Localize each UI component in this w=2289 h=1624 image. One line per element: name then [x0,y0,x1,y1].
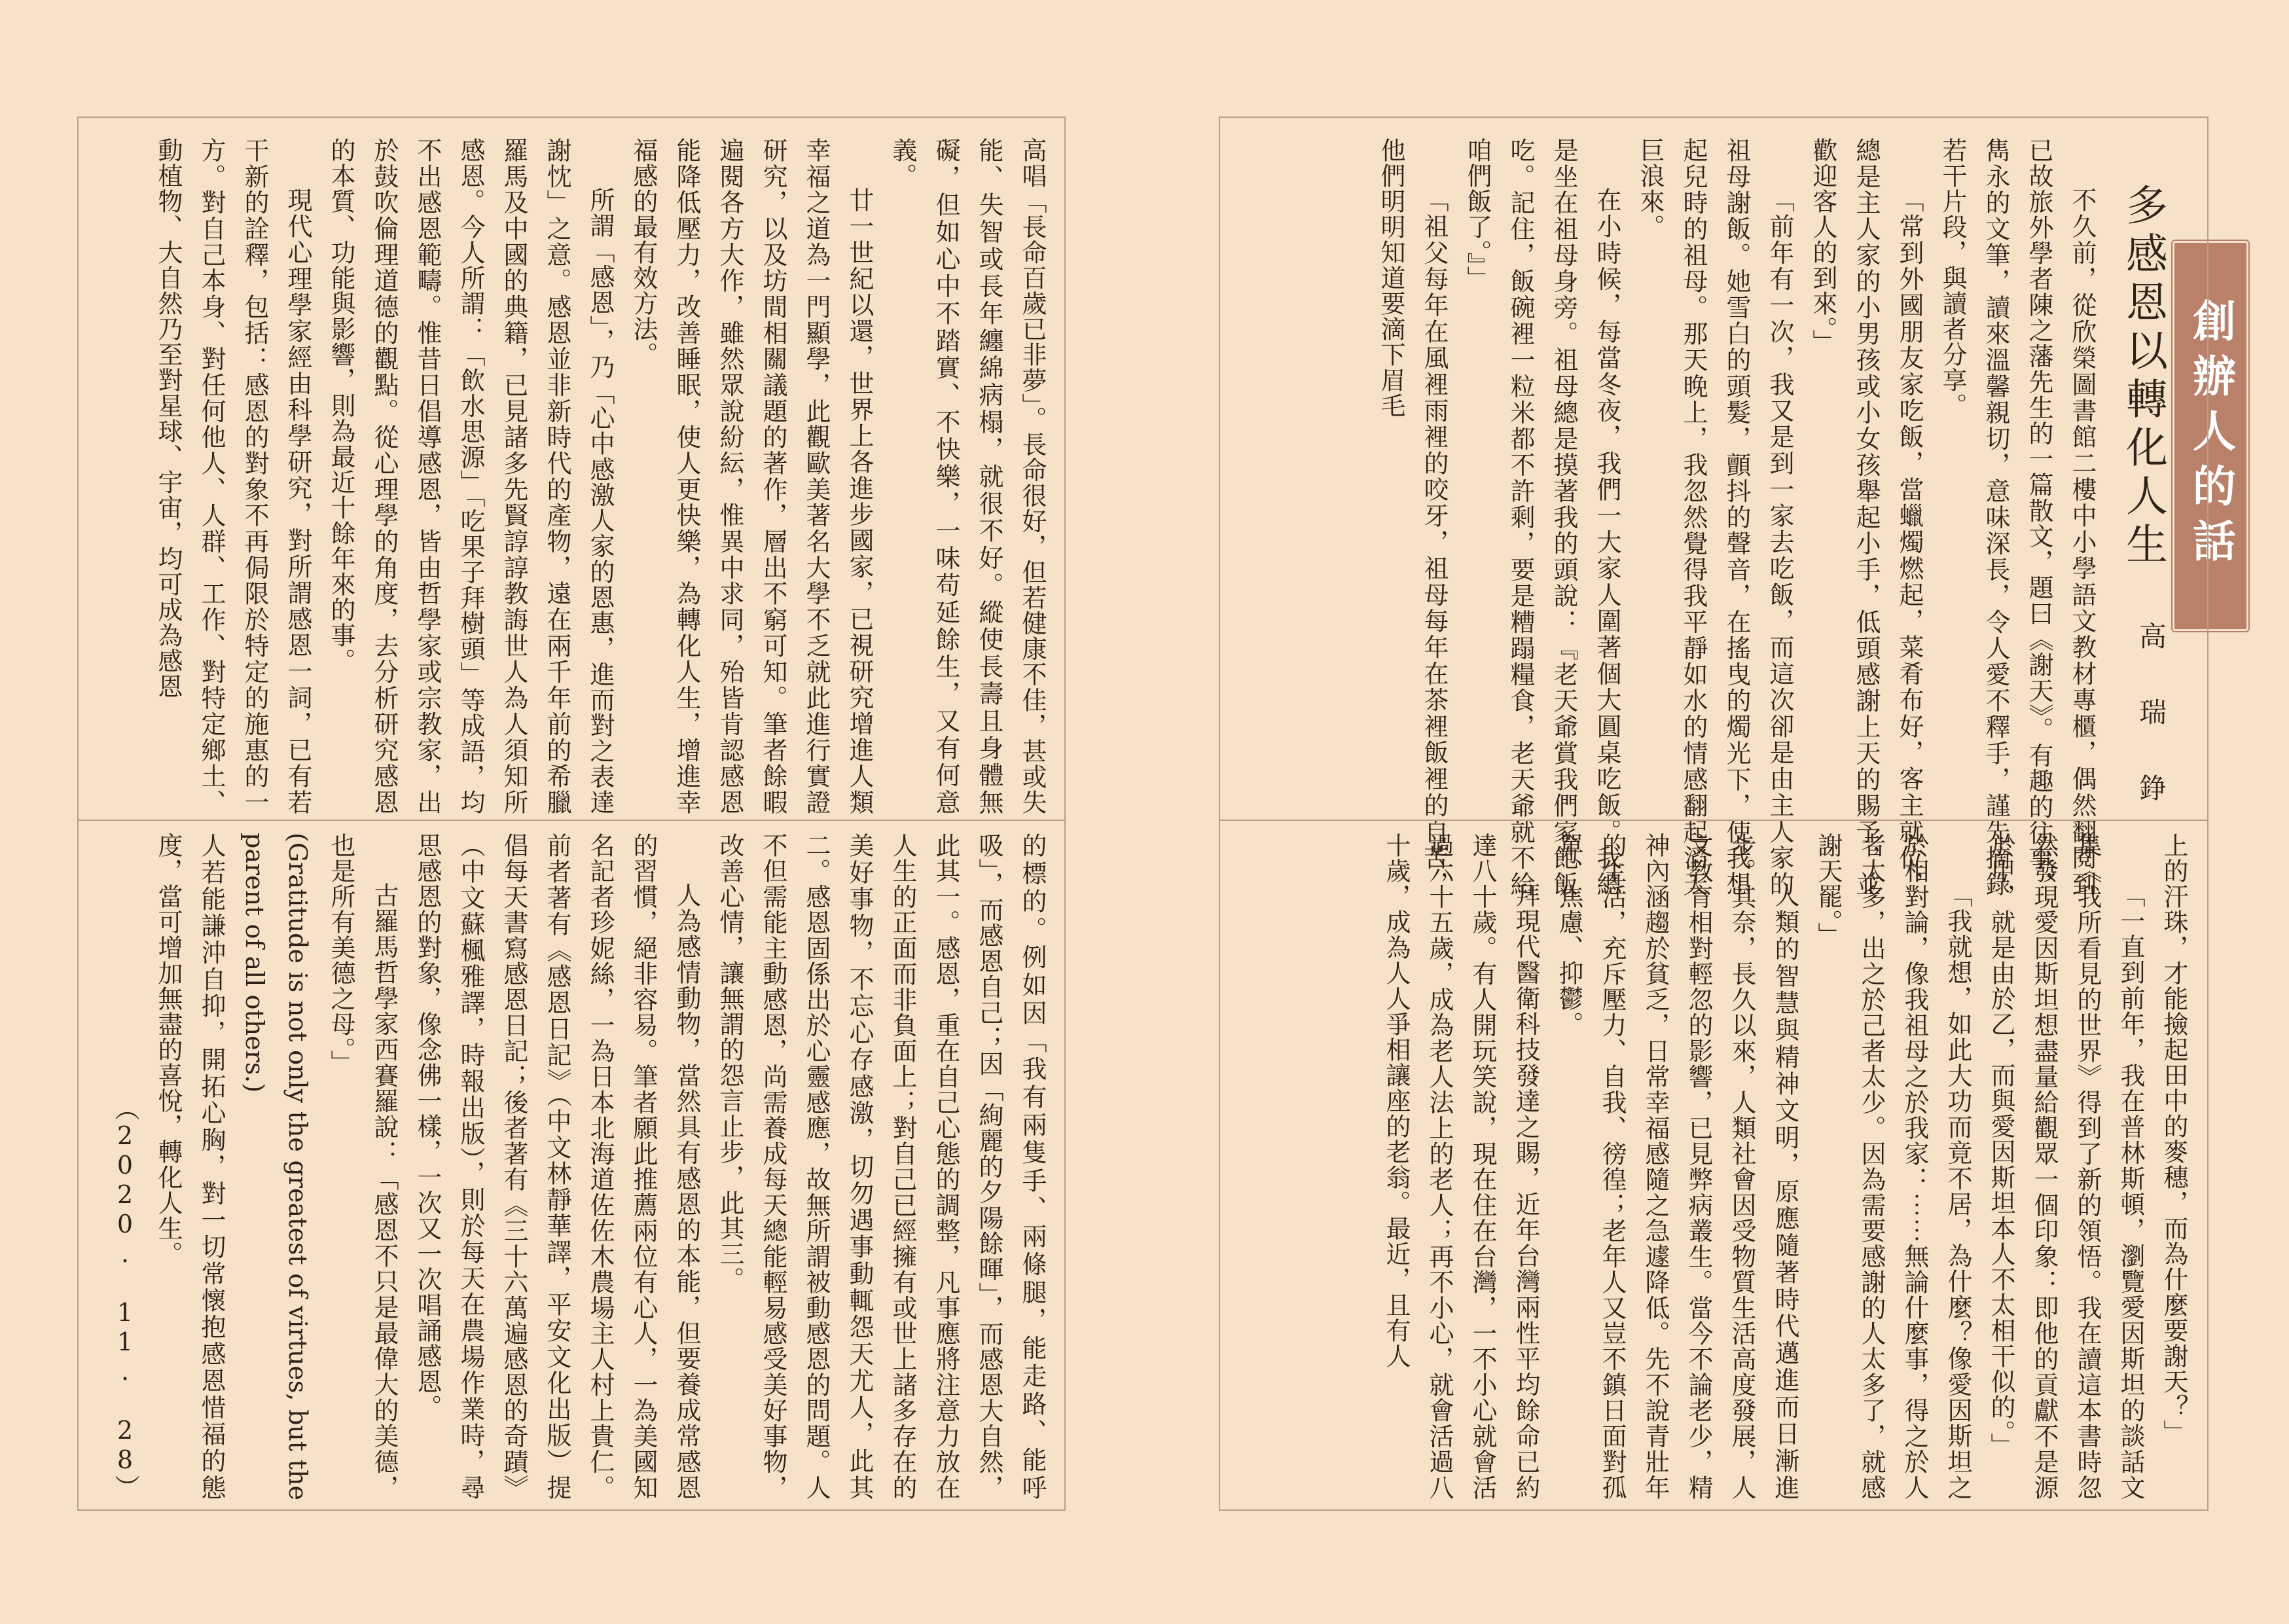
paragraph: 「常到外國朋友家吃飯，當蠟燭燃起，菜肴布好，客主就位，總是主人家的小男孩或小女孩舉起小手，低頭感謝上天的賜予，並歡迎客人的到來。」 [1809,137,1924,897]
article-title: 多感恩以轉化人生 [2119,183,2167,571]
right-top-text [1233,137,2104,897]
paragraph: 不久前，從欣榮圖書館二樓中小學語文教材專櫃，偶然翻閱到已故旅外學者陳之藩先生的一篇散文，題曰《謝天》。有趣的往事，雋永的文筆，讀來溫馨親切，意味深長，令人愛不釋手，謹先摘錄若干片段，與讀者分享。 [1938,137,2097,897]
paragraph: 現代心理學家經由科學研究，對所謂感恩一詞，已有若干新的詮釋，包括：感恩的對象不再侷限於特定的施惠的一方。對自己本身、對任何他人、人群、工作、對特定鄉土、動植物、大自然乃至對星球、宇宙，均可成為感恩 [154,137,312,815]
paragraph: 「我就想，如此大功而竟不居，為什麼？像愛因斯坦之於相對論，像我祖母之於我家：⋯⋯無論什麼事，得之於人者太多，出之於己者太少。因為需要感謝的人太多了，就感謝天罷。」 [1814,833,1972,1500]
paragraph: 古羅馬哲學家西賽羅說：「感恩不只是最偉大的美德，也是所有美德之母。」 [327,833,399,1500]
left-top-text [92,137,1054,815]
left-bottom-text [92,833,1054,1500]
paragraph: 上的汗珠，才能撿起田中的麥穗，而為什麼要謝天？」 [2159,833,2188,1445]
section-tab-label: 創辦人的話 [2185,298,2236,573]
article-author: 高 瑞 錚 [2135,622,2167,812]
paragraph: (Gratitude is not only the greatest of virtues, but the parent of all others.) [240,833,312,1500]
paragraph: 人若能謙沖自抑，開拓心胸，對一切常懷抱感恩惜福的態度，當可增加無盡的喜悅，轉化人生。 [154,833,226,1500]
paragraph: （2020. 11. 28） [111,1096,139,1500]
paragraph: 人類的智慧與精神文明，原應隨著時代邁進而日漸進步。其奈，長久以來，人類社會因受物質生活高度發展，人文教育相對輕忽的影響，已見弊病叢生。當今不論老少，精神內涵趨於貧乏，日常幸福感隨之急遽降低。先不說青壯年的生活，充斥壓力、自我、徬徨；老年人又豈不鎮日面對孤單、焦慮、抑鬱。 [1555,833,1799,1500]
paragraph: 在小時候，每當冬夜，我們一大家人圍著個大圓桌吃飯。我總是坐在祖母身旁。祖母總是摸著我的頭說：『老天爺賞我們家飽飯吃。記住，飯碗裡一粒米都不許剩，要是糟蹋糧食，老天爺就不給咱們飯了。』」 [1463,137,1621,897]
paragraph: 「前年有一次，我又是到一家去吃飯，而這次卻是由主人家的祖母謝飯。她雪白的頭髮，顫抖的聲音，在搖曳的燭光下，使我想起兒時的祖母。那天晚上，我忽然覺得我平靜如水的情感翻起滔天巨浪來。 [1636,137,1794,897]
paragraph: 廿一世紀以還，世界上各進步國家，已視研究增進人類幸福之道為一門顯學，此觀歐美著名大學不乏就此進行實證研究，以及坊間相關議題的著作，層出不窮可知。筆者餘暇遍閱各方大作，雖然眾說紛紜，惟異中求同，殆皆肯認感恩能降低壓力，改善睡眠，使人更快樂，為轉化人生，增進幸福感的最有效方法。 [629,137,874,815]
paragraph: 高唱「長命百歲已非夢」。長命很好，但若健康不佳，甚或失能、失智或長年纏綿病榻，就很不好。縱使長壽且身體無礙，但如心中不踏實、不快樂，一味苟延餘生，又有何意義。 [888,137,1047,815]
right-divider [1220,820,2207,821]
paragraph: 「祖父每年在風裡雨裡的咬牙，祖母每年在茶裡飯裡的自苦，他們明明知道要滴下眉毛 [1377,137,1449,897]
right-page-panel [1219,117,2208,1511]
left-page-panel [77,117,1066,1511]
left-divider [79,820,1064,821]
paragraph: 「一直到前年，我在普林斯頓，瀏覽愛因斯坦的談話文集《我所看見的世界》得到了新的領悟。我在讀這本書時忽然發現愛因斯坦想盡量給觀眾一個印象：即他的貢獻不是源於甲，就是由於乙，而與愛因斯坦本人不太相干似的。」 [1987,833,2145,1500]
paragraph: 拜現代醫衛科技發達之賜，近年台灣兩性平均餘命已約達八十歲。有人開玩笑說，現在住在台灣，一不小心就會活過六十五歲，成為老人法上的老人；再不小心，就會活過八十歲，成為人人爭相讓座的老翁。最近，且有人 [1382,833,1540,1500]
paragraph: 人為感情動物，當然具有感恩的本能，但要養成常感恩的習慣，絕非容易。筆者願此推薦兩位有心人，一為美國知名記者珍妮絲，一為日本北海道佐佐木農場主人村上貴仁。前者著有《感恩日記》（中文林靜華譯，平安文化出版）提倡每天書寫感恩日記；後者著有《三十六萬遍感恩的奇蹟》（中文蘇楓雅譯，時報出版），則於每天在農場作業時，尋思感恩的對象，像念佛一樣，一次又一次唱誦感恩。 [413,833,701,1500]
paragraph: 的標的。例如因「我有兩隻手、兩條腿，能走路、能呼吸」，而感恩自己；因「絢麗的夕陽餘暉」，而感恩大自然，此其一。感恩，重在自己心態的調整，凡事應將注意力放在人生的正面而非負面上；對自己已經擁有或世上諸多存在的美好事物，不忘心存感激，切勿遇事動輒怨天尤人，此其二。感恩固係出於心靈感應，故無所謂被動感恩的問題。人不但需能主動感恩，尚需養成每天總能輕易感受美好事物，改善心情，讓無謂的怨言止步，此其三。 [715,833,1047,1500]
paragraph: 所謂「感恩」，乃「心中感激人家的恩惠，進而對之表達謝忱」之意。感恩並非新時代的產物，遠在兩千年前的希臘羅馬及中國的典籍，已見諸多先賢諄諄教誨世人為人須知所感恩。今人所謂：「飲水思源」「吃果子拜樹頭」等成語，均不出感恩範疇。惟昔日倡導感恩，皆由哲學家或宗教家，出於鼓吹倫理道德的觀點。從心理學的角度，去分析研究感恩的本質、功能與影響，則為最近十餘年來的事。 [327,137,615,815]
right-bottom-text [1233,833,2195,1500]
